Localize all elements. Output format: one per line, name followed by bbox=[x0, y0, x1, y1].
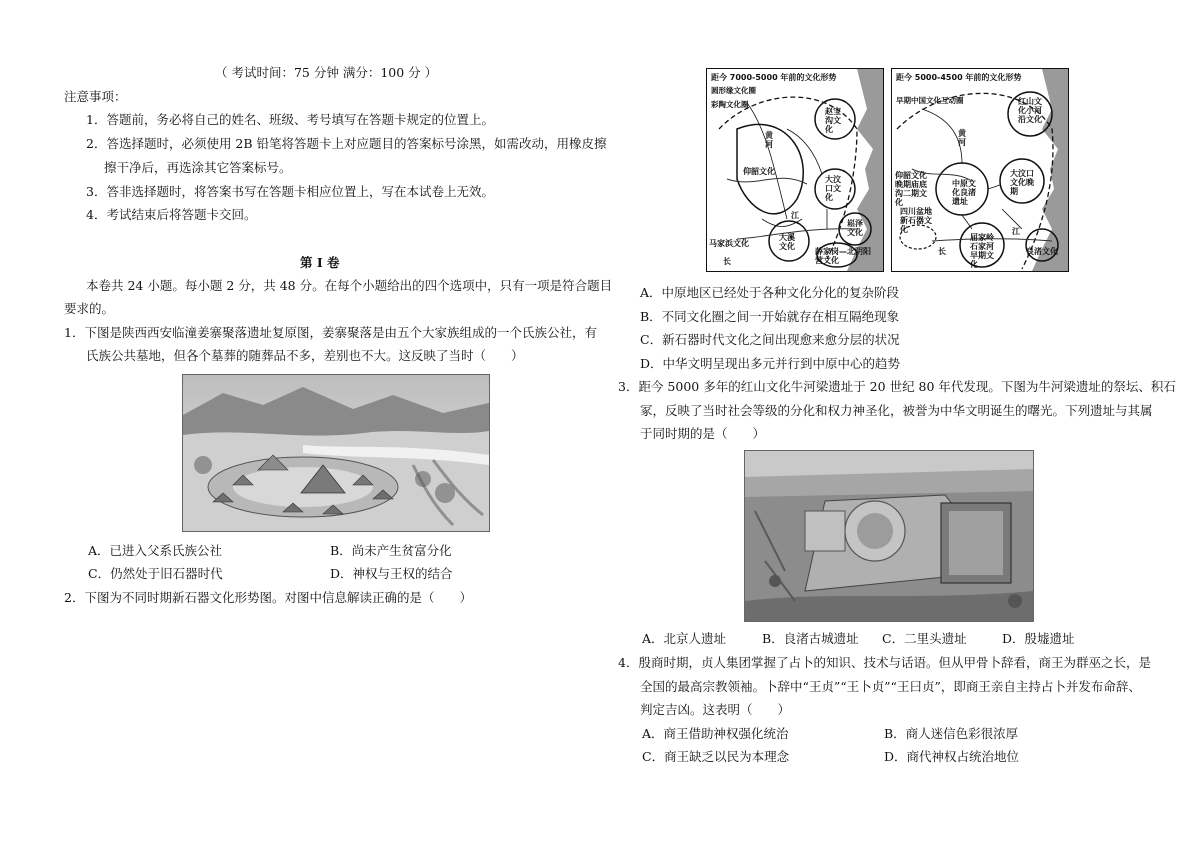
note-item: 1．答题前，务必将自己的姓名、班级、考号填写在答题卡规定的位置上。 bbox=[86, 112, 494, 127]
option-a[interactable]: A．已进入父系氏族公社 bbox=[88, 543, 223, 558]
option-c[interactable]: C．新石器时代文化之间出现愈来愈分层的状况 bbox=[640, 332, 900, 347]
option-c[interactable]: C．商王缺乏以民为本理念 bbox=[642, 749, 790, 764]
map-label: 红山文化小河沿文化 bbox=[1018, 97, 1042, 124]
map-label: 赵宝沟文化 bbox=[825, 107, 841, 134]
option-d[interactable]: D．神权与王权的结合 bbox=[330, 566, 453, 581]
map-label: 屈家岭石家河早期文化 bbox=[970, 233, 994, 269]
note-item: 擦干净后，再选涂其它答案标号。 bbox=[104, 160, 292, 175]
option-d[interactable]: D．商代神权占统治地位 bbox=[884, 749, 1020, 764]
question-text: 4．殷商时期，贞人集团掌握了占卜的知识、技术与话语。但从甲骨卜辞看，商王为群巫之长，是 bbox=[618, 655, 1151, 670]
section-intro: 要求的。 bbox=[64, 301, 115, 316]
option-a[interactable]: A．中原地区已经处于各种文化分化的复杂阶段 bbox=[640, 285, 900, 300]
section-intro: 本卷共 24 小题。每小题 2 分，共 48 分。在每个小题给出的四个选项中，只有一项是符合题目 bbox=[86, 278, 613, 293]
question-text: 3．距今 5000 多年的红山文化牛河梁遗址于 20 世纪 80 年代发现。下图为牛河梁遗址的祭坛、积石 bbox=[618, 379, 1176, 394]
map-label: 长 bbox=[938, 247, 946, 256]
map-label: 薛家岗—北阴阳营文化 bbox=[815, 247, 871, 265]
culture-map-7000-5000 bbox=[706, 68, 884, 272]
option-b[interactable]: B．商人迷信色彩很浓厚 bbox=[884, 726, 1019, 741]
map-label: 黄河 bbox=[765, 131, 773, 149]
map-label: 崧泽文化 bbox=[847, 219, 863, 237]
jiangzhai-settlement-illustration bbox=[182, 374, 490, 532]
map-label: 江 bbox=[1012, 227, 1020, 236]
map-label: 江 bbox=[791, 211, 799, 220]
question-text: 判定吉凶。这表明（ ） bbox=[640, 702, 791, 717]
map-label: 良渚文化 bbox=[1026, 247, 1058, 256]
notes-title: 注意事项： bbox=[64, 89, 127, 104]
map-label: 四川盆地新石器文化 bbox=[900, 207, 932, 234]
note-item: 3．答非选择题时，将答案书写在答题卡相应位置上，写在本试卷上无效。 bbox=[86, 184, 494, 199]
map-legend: 彩陶文化圈 bbox=[711, 100, 749, 109]
map-label: 大汶口文化 bbox=[825, 175, 841, 202]
map-label: 马家浜文化 bbox=[709, 239, 749, 248]
question-text: 1．下图是陕西西安临潼姜寨聚落遗址复原图，姜寨聚落是由五个大家族组成的一个氏族公社，有 bbox=[64, 325, 597, 340]
option-d[interactable]: D．殷墟遗址 bbox=[1002, 631, 1075, 646]
map-legend: 圆形缘文化圈 bbox=[711, 86, 756, 95]
question-text: 冢，反映了当时社会等级的分化和权力神圣化，被誉为中华文明诞生的曙光。下列遗址与其属 bbox=[640, 403, 1153, 418]
note-item: 2．答选择题时，必须使用 2B 铅笔将答题卡上对应题目的答案标号涂黑，如需改动，用橡皮擦 bbox=[86, 136, 607, 151]
option-d[interactable]: D．中华文明呈现出多元并行到中原中心的趋势 bbox=[640, 356, 901, 371]
option-b[interactable]: B．良渚古城遗址 bbox=[762, 631, 859, 646]
map-label: 中原文化良渚遗址 bbox=[952, 179, 976, 206]
option-b[interactable]: B．尚未产生贫富分化 bbox=[330, 543, 452, 558]
question-text: 氏族公共墓地，但各个墓葬的随葬品不多，差别也不大。这反映了当时（ ） bbox=[86, 348, 524, 363]
option-b[interactable]: B．不同文化圈之间一开始就存在相互隔绝现象 bbox=[640, 309, 900, 324]
option-c[interactable]: C．仍然处于旧石器时代 bbox=[88, 566, 223, 581]
option-a[interactable]: A．商王借助神权强化统治 bbox=[642, 726, 789, 741]
map-title: 距今 5000-4500 年前的文化形势 bbox=[896, 73, 1022, 82]
question-text: 2．下图为不同时期新石器文化形势图。对图中信息解读正确的是（ ） bbox=[64, 590, 472, 605]
exam-info: （ 考试时间：75 分钟 满分：100 分 ） bbox=[215, 65, 438, 80]
map-label: 仰韶文化晚期庙底沟二期文化 bbox=[895, 171, 927, 207]
map-label: 大溪文化 bbox=[779, 233, 795, 251]
section-title: 第 Ⅰ 卷 bbox=[300, 255, 340, 270]
map-label: 仰韶文化 bbox=[743, 167, 775, 176]
culture-map-5000-4500 bbox=[891, 68, 1069, 272]
map-label: 黄河 bbox=[958, 129, 966, 147]
option-c[interactable]: C．二里头遗址 bbox=[882, 631, 967, 646]
map-legend: 早期中国文化互动圈 bbox=[896, 96, 964, 105]
map-label: 大汶口文化晚期 bbox=[1010, 169, 1034, 196]
question-text: 全国的最高宗教领袖。卜辞中“王贞”“王卜贞”“王曰贞”，即商王亲自主持占卜并发布命辞、 bbox=[640, 679, 1141, 694]
map-title: 距今 7000-5000 年前的文化形势 bbox=[711, 73, 837, 82]
niuheliang-site-photo bbox=[744, 450, 1034, 622]
map-label: 长 bbox=[723, 257, 731, 266]
option-a[interactable]: A．北京人遗址 bbox=[642, 631, 727, 646]
question-text: 于同时期的是（ ） bbox=[640, 426, 766, 441]
note-item: 4．考试结束后将答题卡交回。 bbox=[86, 207, 257, 222]
